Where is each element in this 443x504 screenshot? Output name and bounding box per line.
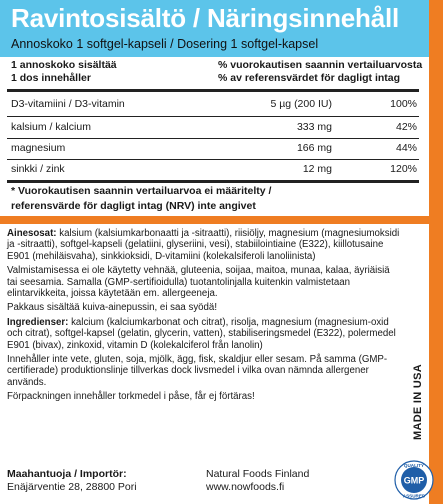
nutrient-amount: 333 mg	[296, 121, 332, 133]
amount-column-header: 1 annoskoko sisältää 1 dos innehåller	[11, 59, 117, 84]
nutrient-name: magnesium	[11, 142, 66, 154]
nutrient-amount: 5 µg (200 IU)	[270, 98, 332, 110]
serving-size: Annoskoko 1 softgel-kapseli / Dosering 1 softgel-kapsel	[11, 37, 319, 51]
seal-bottom-text: ASSURED	[402, 493, 426, 499]
nutrient-percent: 100%	[390, 98, 417, 110]
ingredients-fi-label: Ainesosat:	[7, 228, 57, 239]
nrv-footnote: * Vuorokautisen saannin vertailuarvoa ei määritelty / referensvärde för dagligt intag (NRV) inte angivet	[11, 185, 272, 212]
allergen-note-fi: Valmistamisessa ei ole käytetty vehnää, gluteenia, soijaa, maitoa, munaa, kalaa, äyriäisiä tai seesamia. Samalla (GMP-sertifioidulla) tuotantolinjalla kuitenkin valmistetaan elintarvikkeita, joissa käytetään em. allergeeneja.	[7, 265, 390, 300]
nutrient-row-vitamin-d3	[7, 95, 419, 114]
section-divider	[0, 216, 429, 224]
nutrient-name: D3-vitamiini / D3-vitamin	[11, 98, 125, 110]
nutrient-name: kalsium / kalcium	[11, 121, 91, 133]
importer-address: Enäjärventie 28, 28800 Pori	[7, 481, 137, 493]
nutrient-amount: 166 mg	[296, 142, 332, 154]
seal-center-text: GMP	[403, 475, 425, 486]
percent-column-header: % vuorokautisen saannin vertailuarvosta % av referensvärdet för dagligt intag	[218, 59, 423, 84]
importer-info	[7, 468, 137, 494]
ingredients-sv-label: Ingredienser:	[7, 316, 69, 328]
ingredients-sv-text: kalcium (kalciumkarbonat och citrat), risolja, magnesium (magnesium-oxid och citrat), softgel-kapsel (gelatin, glycerin, vatten), stabiliseringsmedel (E322), polermedel E901 (bivax), zinkoxid, vitamin D (kolekalciferol från lanolin)	[7, 316, 396, 351]
page-title: Ravintosisältö / Näringsinnehåll	[11, 3, 400, 33]
nutrient-percent: 120%	[390, 163, 417, 175]
importer-label: Maahantuoja / Importör:	[7, 468, 127, 480]
desiccant-warning-sv: Förpackningen innehåller torkmedel i påse, får ej förtäras!	[7, 391, 255, 403]
made-in-label: MADE IN USA	[412, 363, 424, 441]
nutrient-percent: 44%	[395, 142, 417, 154]
brand-name: Natural Foods Finland	[206, 468, 310, 480]
seal-top-text: QUALITY	[403, 462, 425, 468]
thick-divider	[7, 180, 419, 183]
nutrient-row-zinc	[7, 160, 419, 179]
nutrient-amount: 12 mg	[302, 163, 332, 175]
desiccant-warning-fi: Pakkaus sisältää kuiva-ainepussin, ei saa syödä!	[7, 302, 218, 314]
thick-divider	[7, 89, 419, 92]
ingredients-fi	[7, 228, 402, 262]
nutrient-row-magnesium	[7, 139, 419, 158]
brand-info	[206, 468, 309, 494]
nutrient-percent: 42%	[395, 121, 417, 133]
allergen-note-sv: Innehåller inte vete, gluten, soja, mjölk, ägg, fisk, skaldjur eller sesam. På samma (GMP- certifierade) produktionslinje tillverkas dock livsmedel i vilka ovan nämnda allergener används.	[7, 354, 388, 388]
nutrient-name: sinkki / zink	[11, 163, 65, 175]
nutrient-row-calcium	[7, 118, 419, 137]
brand-website: www.nowfoods.fi	[206, 481, 285, 493]
ingredients-fi-text: kalsium (kalsiumkarbonaatti ja -sitraatti), riisiöljy, magnesium (magnesiumoksidi ja -sitraatti), softgel-kapseli (gelatiini, glyseriini, vesi), stabiilointiaine (E322), kiillotusaine E901 (mehiläisvaha), sinkkioksidi, D-vitamiini (kolekalsiferoli lanoliinista)	[7, 228, 400, 262]
ingredients-sv	[7, 317, 402, 351]
row-divider	[7, 116, 419, 117]
gmp-quality-seal-icon	[394, 460, 434, 500]
ingredients-section	[7, 228, 402, 406]
header-band	[0, 0, 429, 57]
